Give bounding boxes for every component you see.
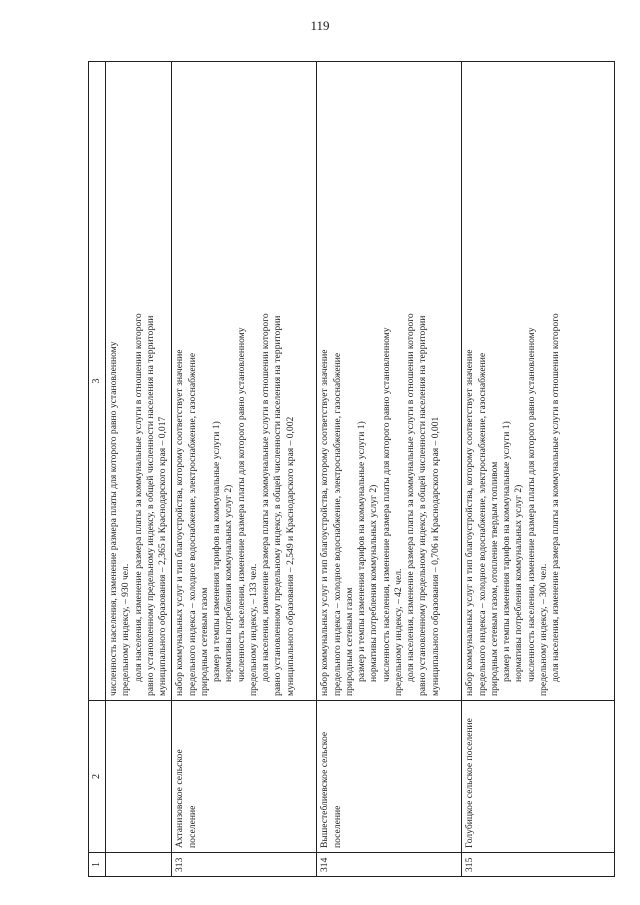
description-line: доля населения, изменение размера платы за коммунальные услуги в отношении которого [405, 313, 417, 682]
description-line: предельному индексу, – 133 чел. [247, 563, 259, 696]
settlement-name-cell: Голубицкое сельское поселение [462, 701, 615, 853]
description-cell [317, 62, 462, 701]
description-line: равно установленному предельному индексу, в общей численности населения на территории [417, 315, 429, 696]
description-line: размер и темпы изменения тарифов на коммунальные услуги 1) [501, 421, 513, 682]
row-number-cell [106, 853, 172, 877]
description-line: предельному индексу, – 42 чел. [392, 568, 404, 696]
description-line: доля населения, изменение размера платы за коммунальные услуги в отношении которого [132, 313, 144, 682]
row-number-cell: 313 [172, 853, 317, 877]
description-line: численность населения, изменение размера платы для которого равно установленному [525, 327, 537, 682]
table-row [317, 62, 462, 877]
tariff-table [88, 61, 615, 877]
header-col-2: 2 [89, 701, 106, 853]
description-line: равно установленному предельному индексу, в общей численности населения на территории [144, 315, 156, 696]
description-line: нормативы потребления коммунальных услуг 2) [513, 484, 525, 682]
description-line: муниципального образования – 2,549 и Краснодарского края – 0,002 [284, 416, 296, 696]
row-number-cell: 314 [317, 853, 462, 877]
settlement-name-cell: Ахтанизовское сельское поселение [172, 701, 317, 853]
description-line: муниципального образования – 0,706 и Краснодарского края – 0,001 [429, 416, 441, 696]
description-line: предельному индексу, – 300 чел. [537, 563, 549, 696]
table-header-row [89, 62, 106, 877]
description-cell [106, 62, 172, 701]
description-line: предельного индекса – холодное водоснабжение, электроснабжение, газоснабжение [331, 352, 343, 696]
description-line: предельному индексу, – 930 чел. [120, 563, 132, 696]
page-number: 119 [310, 18, 330, 33]
settlement-name-cell: Вышестеблиевское сельское поселение [317, 701, 462, 853]
description-line: природным сетевым газом [343, 587, 355, 696]
table-row [462, 62, 615, 877]
rotated-table-container [88, 62, 600, 877]
description-line: набор коммунальных услуг и тип благоустройства, которому соответствует значение [319, 349, 331, 696]
description-line: нормативы потребления коммунальных услуг 2) [223, 484, 235, 682]
description-line: численность населения, изменение размера платы для которого равно установленному [108, 341, 119, 696]
description-line: численность населения, изменение размера платы для которого равно установленному [380, 327, 392, 682]
description-line: доля населения, изменение размера платы за коммунальные услуги в отношении которого [550, 313, 562, 682]
settlement-name-cell [106, 701, 172, 853]
table-row [172, 62, 317, 877]
description-line: размер и темпы изменения тарифов на коммунальные услуги 1) [211, 421, 223, 682]
header-col-3: 3 [89, 62, 106, 701]
description-line: набор коммунальных услуг и тип благоустройства, которому соответствует значение [464, 349, 476, 696]
description-line: численность населения, изменение размера платы для которого равно установленному [235, 327, 247, 682]
header-col-1: 1 [89, 853, 106, 877]
description-line: предельного индекса – холодное водоснабжение, электроснабжение, газоснабжение [186, 352, 198, 696]
row-number-cell: 315 [462, 853, 615, 877]
description-cell [462, 62, 615, 701]
description-line: нормативы потребления коммунальных услуг 2) [368, 484, 380, 682]
description-line: размер и темпы изменения тарифов на коммунальные услуги 1) [356, 421, 368, 682]
description-line: набор коммунальных услуг и тип благоустройства, которому соответствует значение [174, 349, 186, 696]
description-line: природным сетевым газом, отопление твердым топливом [488, 461, 500, 696]
description-line: муниципального образования – 2,365 и Краснодарского края – 0,017 [157, 416, 169, 696]
table-row-continuation [106, 62, 172, 877]
description-cell [172, 62, 317, 701]
description-line: доля населения, изменение размера платы за коммунальные услуги в отношении которого [260, 313, 272, 682]
description-line: предельного индекса – холодное водоснабжение, электроснабжение, газоснабжение [476, 352, 488, 696]
description-line: равно установленному предельному индексу, в общей численности населения на территории [272, 315, 284, 696]
description-line: природным сетевым газом [198, 587, 210, 696]
